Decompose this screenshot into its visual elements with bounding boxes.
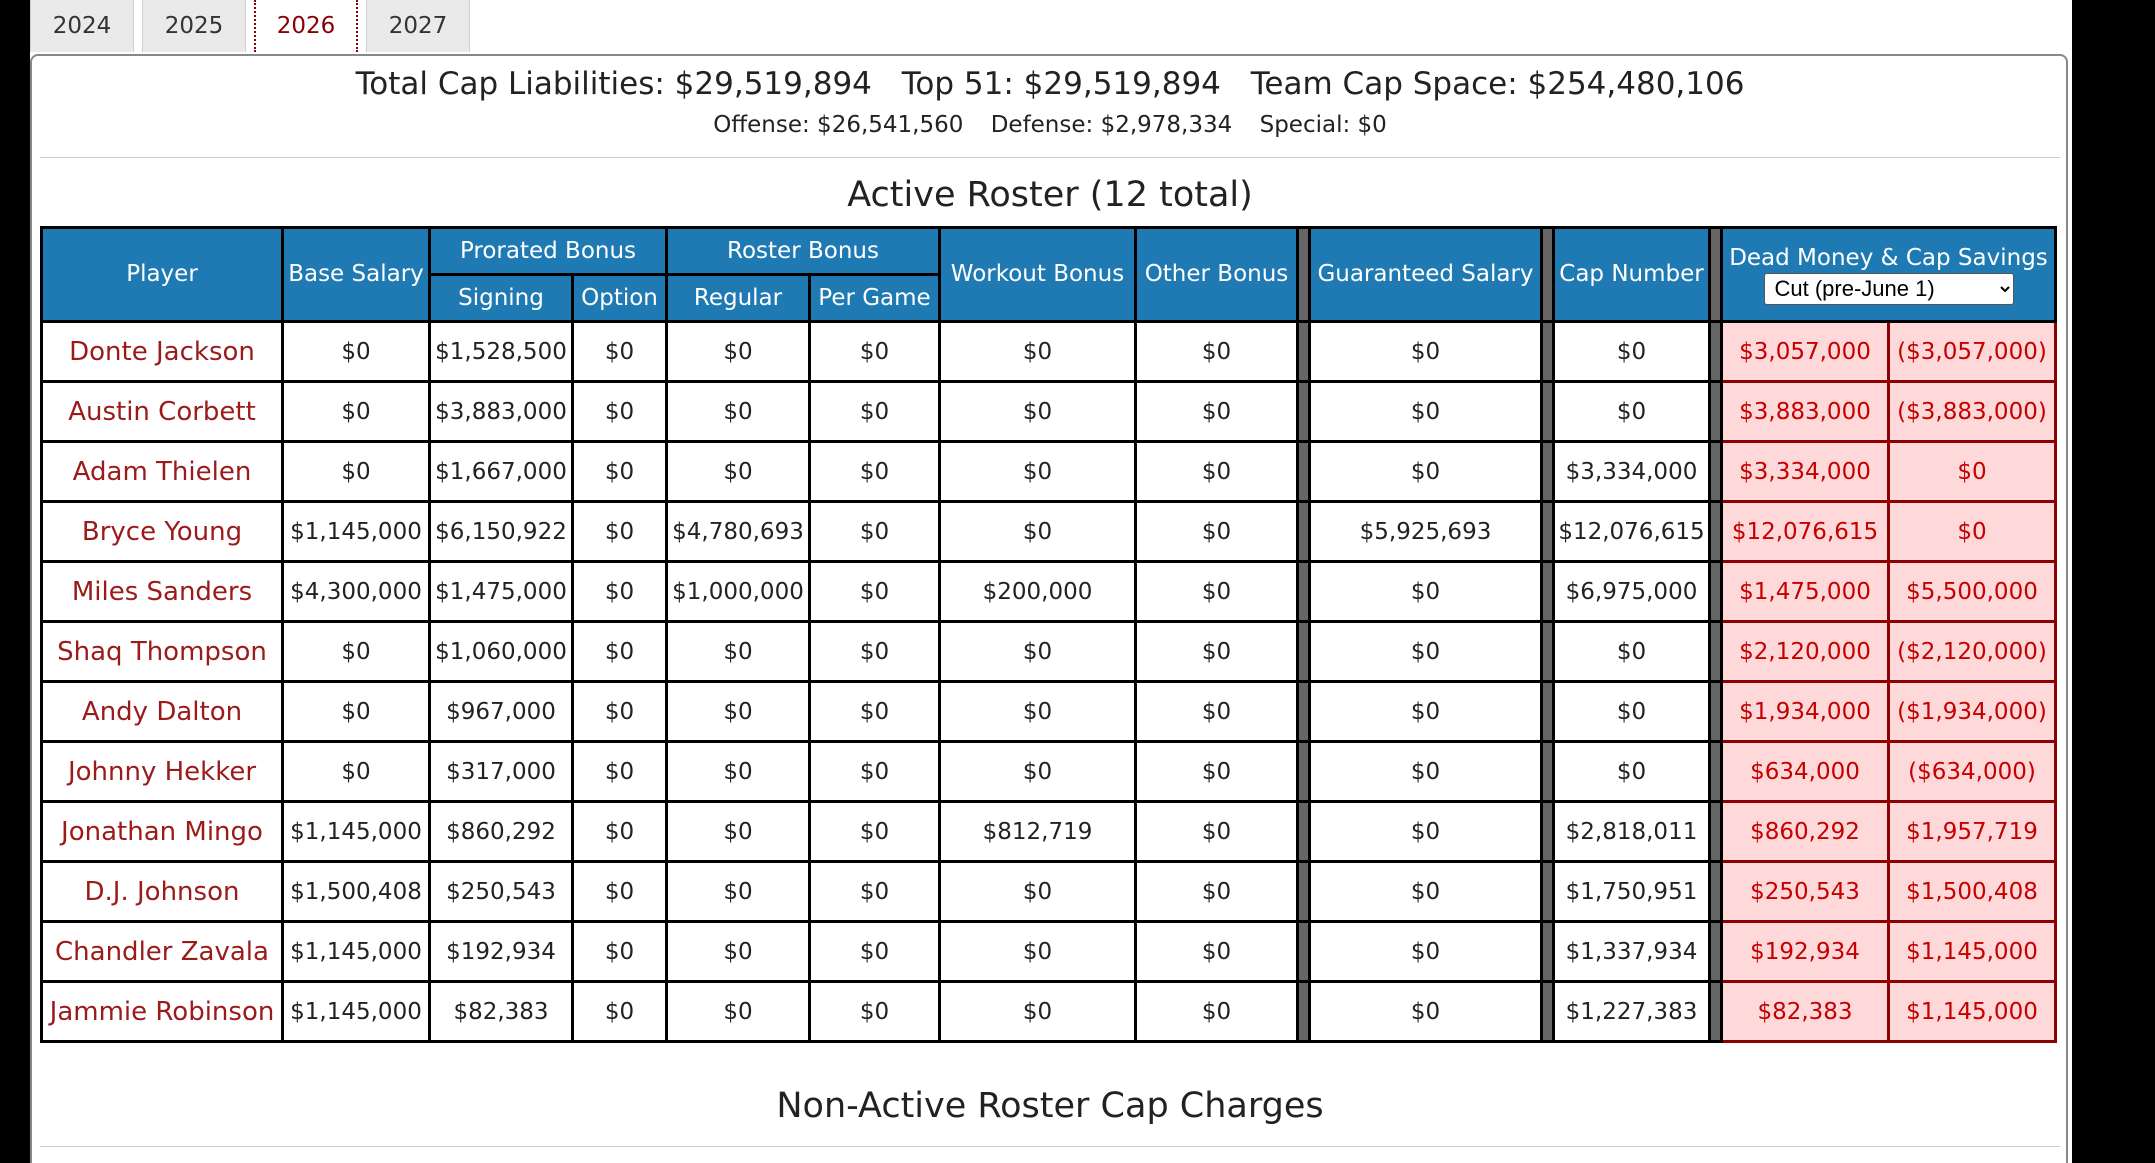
player-link[interactable]: Adam Thielen (42, 442, 283, 502)
cap-savings-cell: $1,500,408 (1889, 862, 2056, 922)
option-cell: $0 (573, 562, 667, 622)
dead-money-scenario-select[interactable] (1764, 273, 2014, 305)
column-separator (1710, 382, 1722, 442)
regular-cell: $0 (667, 682, 810, 742)
dead-money-cell: $82,383 (1722, 982, 1889, 1042)
base-cell: $4,300,000 (283, 562, 430, 622)
column-separator (1298, 862, 1310, 922)
cap-subsummary (0, 112, 2100, 138)
regular-cell: $0 (667, 442, 810, 502)
workout-cell: $0 (940, 682, 1136, 742)
non-active-roster-title: Non-Active Roster Cap Charges (776, 1086, 1324, 1126)
dead-money-cell: $192,934 (1722, 922, 1889, 982)
other-cell: $0 (1136, 862, 1298, 922)
regular-cell: $0 (667, 322, 810, 382)
table-row (42, 322, 2056, 382)
player-link[interactable]: Austin Corbett (42, 382, 283, 442)
player-link[interactable]: Chandler Zavala (42, 922, 283, 982)
signing-cell: $860,292 (430, 802, 573, 862)
signing-cell: $1,528,500 (430, 322, 573, 382)
regular-cell: $0 (667, 742, 810, 802)
workout-cell: $0 (940, 742, 1136, 802)
signing-cell: $192,934 (430, 922, 573, 982)
pergame-cell: $0 (810, 562, 940, 622)
cap-cell: $0 (1554, 382, 1710, 442)
column-separator (1298, 982, 1310, 1042)
pergame-cell: $0 (810, 322, 940, 382)
regular-cell: $0 (667, 382, 810, 442)
column-separator (1710, 802, 1722, 862)
pergame-cell: $0 (810, 622, 940, 682)
regular-cell: $4,780,693 (667, 502, 810, 562)
cap-cell: $0 (1554, 742, 1710, 802)
option-cell: $0 (573, 382, 667, 442)
other-cell: $0 (1136, 682, 1298, 742)
player-link[interactable]: Johnny Hekker (42, 742, 283, 802)
header-per-game[interactable]: Per Game (810, 275, 940, 322)
dead-money-label: Dead Money & Cap Savings (1729, 245, 2048, 272)
column-separator (1710, 322, 1722, 382)
cap-savings-cell: $5,500,000 (1889, 562, 2056, 622)
base-cell: $1,500,408 (283, 862, 430, 922)
pergame-cell: $0 (810, 862, 940, 922)
table-row (42, 562, 2056, 622)
column-separator (1298, 382, 1310, 442)
regular-cell: $0 (667, 862, 810, 922)
table-row (42, 442, 2056, 502)
cap-cell: $12,076,615 (1554, 502, 1710, 562)
roster-body (42, 322, 2056, 1042)
base-cell: $1,145,000 (283, 802, 430, 862)
base-cell: $0 (283, 382, 430, 442)
dead-money-cell: $3,057,000 (1722, 322, 1889, 382)
table-row (42, 922, 2056, 982)
column-separator (1710, 622, 1722, 682)
guaranteed-cell: $0 (1310, 382, 1542, 442)
other-cell: $0 (1136, 562, 1298, 622)
pergame-cell: $0 (810, 922, 940, 982)
player-link[interactable]: Donte Jackson (42, 322, 283, 382)
player-link[interactable]: D.J. Johnson (42, 862, 283, 922)
workout-cell: $0 (940, 442, 1136, 502)
cap-cell: $1,337,934 (1554, 922, 1710, 982)
guaranteed-cell: $0 (1310, 922, 1542, 982)
column-separator (1542, 562, 1554, 622)
column-separator (1710, 922, 1722, 982)
column-separator (1710, 742, 1722, 802)
tab-2027[interactable]: 2027 (366, 0, 470, 52)
table-row (42, 622, 2056, 682)
header-regular[interactable]: Regular (667, 275, 810, 322)
dead-money-cell: $1,934,000 (1722, 682, 1889, 742)
table-row (42, 862, 2056, 922)
table-row (42, 742, 2056, 802)
column-separator (1298, 228, 1310, 322)
dead-money-cell: $12,076,615 (1722, 502, 1889, 562)
cap-cell: $3,334,000 (1554, 442, 1710, 502)
player-link[interactable]: Jammie Robinson (42, 982, 283, 1042)
signing-cell: $967,000 (430, 682, 573, 742)
column-separator (1710, 502, 1722, 562)
option-cell: $0 (573, 802, 667, 862)
option-cell: $0 (573, 322, 667, 382)
base-cell: $1,145,000 (283, 502, 430, 562)
header-other-bonus[interactable]: Other Bonus (1136, 228, 1298, 322)
dead-money-cell: $2,120,000 (1722, 622, 1889, 682)
option-cell: $0 (573, 622, 667, 682)
column-separator (1710, 862, 1722, 922)
column-separator (1298, 622, 1310, 682)
table-row (42, 982, 2056, 1042)
signing-cell: $82,383 (430, 982, 573, 1042)
signing-cell: $1,667,000 (430, 442, 573, 502)
active-roster-title: Active Roster (12 total) (847, 175, 1253, 215)
guaranteed-cell: $0 (1310, 862, 1542, 922)
option-cell: $0 (573, 742, 667, 802)
cap-savings-cell: $0 (1889, 502, 2056, 562)
active-roster-table (40, 226, 2057, 1043)
pergame-cell: $0 (810, 742, 940, 802)
other-cell: $0 (1136, 802, 1298, 862)
pergame-cell: $0 (810, 442, 940, 502)
column-separator (1298, 802, 1310, 862)
other-cell: $0 (1136, 742, 1298, 802)
base-cell: $0 (283, 742, 430, 802)
cap-savings-cell: $1,145,000 (1889, 982, 2056, 1042)
table-row (42, 382, 2056, 442)
column-separator (1542, 862, 1554, 922)
column-separator (1542, 982, 1554, 1042)
divider (40, 1146, 2060, 1147)
column-separator (1298, 442, 1310, 502)
column-separator (1542, 622, 1554, 682)
dead-money-cell: $1,475,000 (1722, 562, 1889, 622)
column-separator (1542, 742, 1554, 802)
option-cell: $0 (573, 922, 667, 982)
header-guaranteed-salary[interactable]: Guaranteed Salary (1310, 228, 1542, 322)
total-cap-liabilities: Total Cap Liabilities: $29,519,894 (355, 66, 872, 102)
guaranteed-cell: $0 (1310, 562, 1542, 622)
other-cell: $0 (1136, 442, 1298, 502)
column-separator (1542, 502, 1554, 562)
header-signing[interactable]: Signing (430, 275, 573, 322)
team-cap-space: Team Cap Space: $254,480,106 (1250, 66, 1745, 102)
cap-cell: $6,975,000 (1554, 562, 1710, 622)
regular-cell: $0 (667, 922, 810, 982)
header-workout-bonus[interactable]: Workout Bonus (940, 228, 1136, 322)
cap-savings-cell: ($2,120,000) (1889, 622, 2056, 682)
column-separator (1710, 682, 1722, 742)
table-row (42, 682, 2056, 742)
tab-2025[interactable]: 2025 (142, 0, 246, 52)
signing-cell: $6,150,922 (430, 502, 573, 562)
regular-cell: $0 (667, 622, 810, 682)
signing-cell: $1,060,000 (430, 622, 573, 682)
column-separator (1298, 502, 1310, 562)
header-player[interactable]: Player (42, 228, 283, 322)
workout-cell: $0 (940, 622, 1136, 682)
cap-cell: $0 (1554, 322, 1710, 382)
pergame-cell: $0 (810, 982, 940, 1042)
cap-cell: $0 (1554, 682, 1710, 742)
workout-cell: $0 (940, 382, 1136, 442)
column-separator (1542, 382, 1554, 442)
other-cell: $0 (1136, 322, 1298, 382)
guaranteed-cell: $0 (1310, 322, 1542, 382)
column-separator (1542, 228, 1554, 322)
cap-savings-cell: $1,145,000 (1889, 922, 2056, 982)
signing-cell: $3,883,000 (430, 382, 573, 442)
signing-cell: $1,475,000 (430, 562, 573, 622)
column-separator (1298, 322, 1310, 382)
pergame-cell: $0 (810, 382, 940, 442)
header-prorated-bonus: Prorated Bonus (430, 228, 667, 275)
guaranteed-cell: $0 (1310, 622, 1542, 682)
header-roster-bonus: Roster Bonus (667, 228, 940, 275)
other-cell: $0 (1136, 382, 1298, 442)
signing-cell: $317,000 (430, 742, 573, 802)
guaranteed-cell: $0 (1310, 982, 1542, 1042)
dead-money-cell: $250,543 (1722, 862, 1889, 922)
option-cell: $0 (573, 982, 667, 1042)
pergame-cell: $0 (810, 802, 940, 862)
workout-cell: $200,000 (940, 562, 1136, 622)
column-separator (1298, 562, 1310, 622)
special-total: Special: $0 (1259, 112, 1387, 138)
column-separator (1542, 442, 1554, 502)
table-row (42, 802, 2056, 862)
option-cell: $0 (573, 862, 667, 922)
divider (40, 157, 2060, 158)
tab-2026[interactable]: 2026 (254, 0, 358, 52)
column-separator (1542, 682, 1554, 742)
player-link[interactable]: Andy Dalton (42, 682, 283, 742)
pergame-cell: $0 (810, 502, 940, 562)
cap-savings-cell: $1,957,719 (1889, 802, 2056, 862)
cap-cell: $2,818,011 (1554, 802, 1710, 862)
signing-cell: $250,543 (430, 862, 573, 922)
dead-money-cell: $860,292 (1722, 802, 1889, 862)
base-cell: $0 (283, 682, 430, 742)
cap-savings-cell: ($3,883,000) (1889, 382, 2056, 442)
offense-total: Offense: $26,541,560 (713, 112, 964, 138)
player-link[interactable]: Jonathan Mingo (42, 802, 283, 862)
workout-cell: $0 (940, 922, 1136, 982)
guaranteed-cell: $0 (1310, 802, 1542, 862)
header-cap-number[interactable]: Cap Number (1554, 228, 1710, 322)
guaranteed-cell: $5,925,693 (1310, 502, 1542, 562)
option-cell: $0 (573, 682, 667, 742)
column-separator (1298, 742, 1310, 802)
workout-cell: $0 (940, 322, 1136, 382)
base-cell: $0 (283, 622, 430, 682)
table-row (42, 502, 2056, 562)
regular-cell: $0 (667, 802, 810, 862)
guaranteed-cell: $0 (1310, 442, 1542, 502)
column-separator (1710, 442, 1722, 502)
header-base-salary[interactable]: Base Salary (283, 228, 430, 322)
player-link[interactable]: Bryce Young (42, 502, 283, 562)
defense-total: Defense: $2,978,334 (990, 112, 1233, 138)
year-tabs (30, 0, 478, 55)
cap-cell: $0 (1554, 622, 1710, 682)
base-cell: $1,145,000 (283, 982, 430, 1042)
option-cell: $0 (573, 442, 667, 502)
workout-cell: $0 (940, 502, 1136, 562)
cap-cell: $1,750,951 (1554, 862, 1710, 922)
header-dead-money (1722, 228, 2056, 322)
other-cell: $0 (1136, 502, 1298, 562)
tab-2024[interactable]: 2024 (30, 0, 134, 52)
pergame-cell: $0 (810, 682, 940, 742)
header-option[interactable]: Option (573, 275, 667, 322)
regular-cell: $1,000,000 (667, 562, 810, 622)
regular-cell: $0 (667, 982, 810, 1042)
workout-cell: $0 (940, 982, 1136, 1042)
cap-cell: $1,227,383 (1554, 982, 1710, 1042)
other-cell: $0 (1136, 622, 1298, 682)
other-cell: $0 (1136, 982, 1298, 1042)
workout-cell: $812,719 (940, 802, 1136, 862)
cap-summary (0, 66, 2100, 102)
top-51: Top 51: $29,519,894 (901, 66, 1221, 102)
player-link[interactable]: Miles Sanders (42, 562, 283, 622)
workout-cell: $0 (940, 862, 1136, 922)
other-cell: $0 (1136, 922, 1298, 982)
column-separator (1542, 802, 1554, 862)
column-separator (1542, 322, 1554, 382)
dead-money-cell: $3,334,000 (1722, 442, 1889, 502)
option-cell: $0 (573, 502, 667, 562)
dead-money-cell: $634,000 (1722, 742, 1889, 802)
player-link[interactable]: Shaq Thompson (42, 622, 283, 682)
guaranteed-cell: $0 (1310, 742, 1542, 802)
cap-savings-cell: ($3,057,000) (1889, 322, 2056, 382)
column-separator (1298, 682, 1310, 742)
dead-money-cell: $3,883,000 (1722, 382, 1889, 442)
cap-savings-cell: ($1,934,000) (1889, 682, 2056, 742)
column-separator (1542, 922, 1554, 982)
column-separator (1710, 982, 1722, 1042)
cap-savings-cell: ($634,000) (1889, 742, 2056, 802)
base-cell: $1,145,000 (283, 922, 430, 982)
base-cell: $0 (283, 442, 430, 502)
column-separator (1298, 922, 1310, 982)
guaranteed-cell: $0 (1310, 682, 1542, 742)
base-cell: $0 (283, 322, 430, 382)
cap-savings-cell: $0 (1889, 442, 2056, 502)
column-separator (1710, 228, 1722, 322)
column-separator (1710, 562, 1722, 622)
